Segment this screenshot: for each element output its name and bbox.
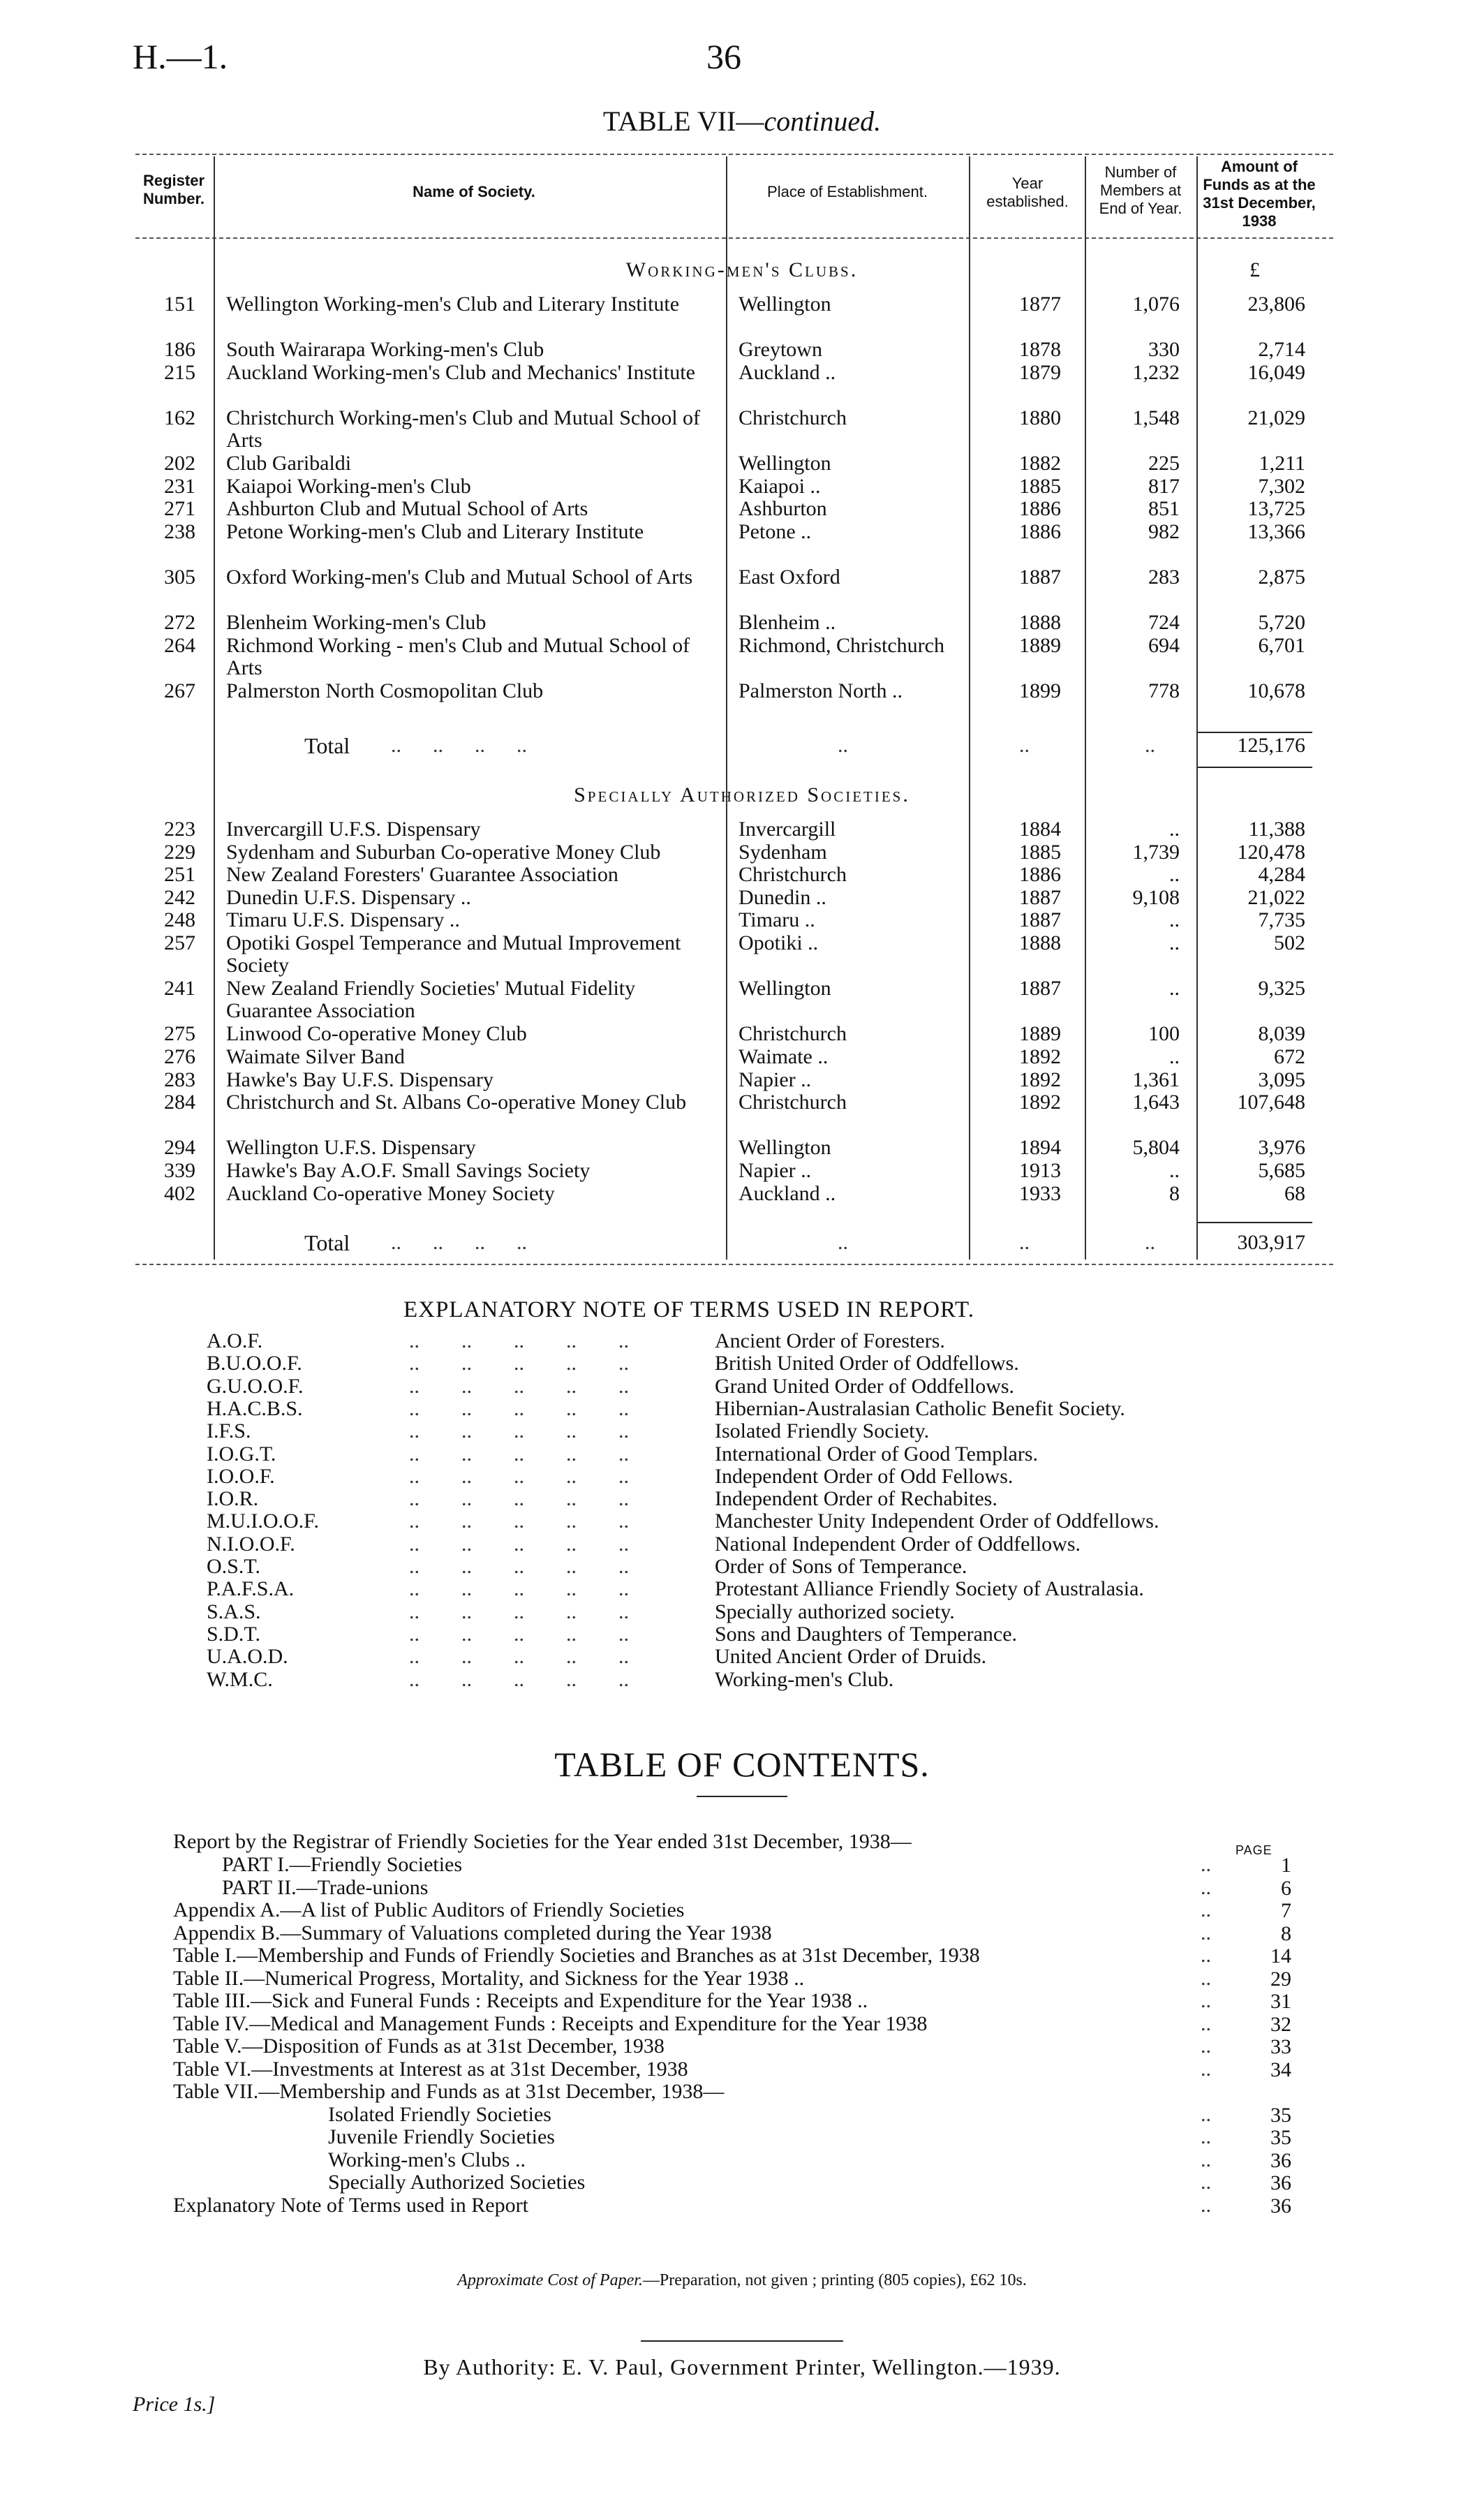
toc-title-rule xyxy=(697,1796,787,1797)
toc-page-number: 8 xyxy=(1281,1921,1291,1945)
place-of-establishment: Dunedin .. xyxy=(739,885,826,909)
funds-amount: 21,029 xyxy=(1247,406,1305,429)
term-definition: Grand United Order of Oddfellows. xyxy=(715,1374,1015,1398)
section-title-specially-authorized: Specially Authorized Societies. xyxy=(574,783,910,806)
year-established: 1882 xyxy=(1019,452,1061,475)
place-of-establishment: Auckland .. xyxy=(739,360,836,384)
place-of-establishment: Timaru .. xyxy=(739,908,815,932)
term-definition: Working-men's Club. xyxy=(715,1667,894,1691)
members-count: 9,108 xyxy=(1132,885,1180,909)
funds-amount: 2,714 xyxy=(1258,338,1305,362)
place-of-establishment: Christchurch xyxy=(739,406,847,429)
place-of-establishment: Sydenham xyxy=(739,840,827,864)
members-count: 330 xyxy=(1148,338,1180,362)
place-of-establishment: Invercargill xyxy=(739,818,836,841)
members-count: .. xyxy=(1169,931,1180,954)
toc-entry[interactable]: Table IV.—Medical and Management Funds : Receipts and Expenditure for the Year 1938 xyxy=(173,2011,928,2035)
term-abbreviation: I.O.G.T. xyxy=(207,1442,276,1466)
members-count: 283 xyxy=(1148,566,1180,589)
funds-amount: 13,725 xyxy=(1247,497,1305,521)
funds-amount: 23,806 xyxy=(1247,293,1305,316)
society-name: Richmond Working - men's Club and Mutual School of Arts xyxy=(226,634,690,679)
place-of-establishment: Kaiapoi .. xyxy=(739,474,821,498)
toc-page-number: 36 xyxy=(1270,2171,1291,2194)
funds-amount: 672 xyxy=(1274,1045,1305,1068)
register-number: 284 xyxy=(164,1091,195,1114)
society-name: Club Garibaldi xyxy=(226,452,352,475)
year-established: 1889 xyxy=(1019,1022,1061,1046)
toc-intro: Report by the Registrar of Friendly Societies for the Year ended 31st December, 1938— xyxy=(173,1830,912,1853)
register-number: 294 xyxy=(164,1136,195,1160)
toc-entry[interactable]: Table III.—Sick and Funeral Funds : Receipts and Expenditure for the Year 1938 .. xyxy=(173,1989,868,2012)
year-established: 1913 xyxy=(1019,1159,1061,1182)
col-header-name: Name of Society. xyxy=(413,183,535,200)
wmc-total-bottom-rule xyxy=(1198,767,1312,768)
society-name: Petone Working-men's Club and Literary Institute xyxy=(226,520,644,543)
register-number: 242 xyxy=(164,885,195,909)
place-of-establishment: Greytown xyxy=(739,338,822,362)
place-of-establishment: Wellington xyxy=(739,452,831,475)
term-definition: Independent Order of Rechabites. xyxy=(715,1487,997,1511)
register-number: 402 xyxy=(164,1181,195,1205)
page-number: 36 xyxy=(706,37,741,76)
toc-page-number: 31 xyxy=(1270,1990,1291,2013)
members-count: 694 xyxy=(1148,634,1180,657)
year-established: 1894 xyxy=(1019,1136,1061,1160)
society-name: Dunedin U.F.S. Dispensary .. xyxy=(226,885,471,909)
toc-page-number: 34 xyxy=(1270,2058,1291,2081)
toc-entry[interactable]: Isolated Friendly Societies xyxy=(328,2102,551,2126)
members-count: 1,643 xyxy=(1132,1091,1180,1114)
term-abbreviation: M.U.I.O.O.F. xyxy=(207,1509,319,1533)
place-of-establishment: Richmond, Christchurch xyxy=(739,634,944,657)
place-of-establishment: Wellington xyxy=(739,1136,831,1160)
society-name: New Zealand Friendly Societies' Mutual Fidelity Guarantee Association xyxy=(226,977,636,1023)
term-abbreviation: B.U.O.O.F. xyxy=(207,1352,302,1375)
society-name: South Wairarapa Working-men's Club xyxy=(226,338,544,362)
toc-entry[interactable]: PART I.—Friendly Societies xyxy=(222,1853,463,1876)
place-of-establishment: Ashburton xyxy=(739,497,827,521)
year-established: 1877 xyxy=(1019,293,1061,316)
funds-amount: 7,302 xyxy=(1258,474,1305,498)
wmc-total-label: Total xyxy=(304,733,350,758)
year-established: 1933 xyxy=(1019,1181,1061,1205)
place-of-establishment: East Oxford xyxy=(739,566,840,589)
members-count: 8 xyxy=(1169,1181,1180,1205)
register-number: 186 xyxy=(164,338,195,362)
term-definition: International Order of Good Templars. xyxy=(715,1442,1039,1466)
toc-page-number: 6 xyxy=(1281,1876,1291,1900)
col-rule-1 xyxy=(214,156,215,1260)
toc-page-number: 7 xyxy=(1281,1899,1291,1922)
term-definition: Manchester Unity Independent Order of Oddfellows. xyxy=(715,1509,1159,1533)
register-number: 151 xyxy=(164,293,195,316)
register-number: 241 xyxy=(164,977,195,1001)
place-of-establishment: Wellington xyxy=(739,293,831,316)
members-count: 1,361 xyxy=(1132,1068,1180,1091)
table-header-rule xyxy=(135,237,1333,239)
place-of-establishment: Christchurch xyxy=(739,1022,847,1046)
toc-page-number: 35 xyxy=(1270,2126,1291,2149)
toc-title: TABLE OF CONTENTS. xyxy=(554,1745,930,1784)
society-name: Wellington Working-men's Club and Literary Institute xyxy=(226,293,680,316)
society-name: Timaru U.F.S. Dispensary .. xyxy=(226,908,460,932)
members-count: .. xyxy=(1169,818,1180,841)
funds-amount: 6,701 xyxy=(1258,634,1305,657)
term-definition: United Ancient Order of Druids. xyxy=(715,1645,987,1669)
year-established: 1892 xyxy=(1019,1045,1061,1068)
wmc-total-rule xyxy=(1198,732,1312,733)
toc-entry[interactable]: Table II.—Numerical Progress, Mortality, and Sickness for the Year 1938 .. xyxy=(173,1966,805,1990)
funds-amount: 11,388 xyxy=(1248,818,1305,841)
year-established: 1887 xyxy=(1019,885,1061,909)
register-number: 275 xyxy=(164,1022,195,1046)
members-count: 100 xyxy=(1148,1022,1180,1046)
place-of-establishment: Wellington xyxy=(739,977,831,1001)
funds-amount: 5,720 xyxy=(1258,611,1305,635)
toc-page-number: 29 xyxy=(1270,1967,1291,1991)
society-name: Ashburton Club and Mutual School of Arts xyxy=(226,497,588,521)
society-name: Wellington U.F.S. Dispensary xyxy=(226,1136,476,1160)
document-reference: H.—1. xyxy=(133,37,228,76)
funds-amount: 3,976 xyxy=(1258,1136,1305,1160)
register-number: 215 xyxy=(164,360,195,384)
term-definition: Hibernian-Australasian Catholic Benefit Society. xyxy=(715,1396,1125,1420)
members-count: 1,548 xyxy=(1132,406,1180,429)
society-name: Hawke's Bay U.F.S. Dispensary xyxy=(226,1068,494,1091)
funds-amount: 502 xyxy=(1274,931,1305,954)
place-of-establishment: Waimate .. xyxy=(739,1045,829,1068)
year-established: 1887 xyxy=(1019,977,1061,1001)
place-of-establishment: Petone .. xyxy=(739,520,812,543)
term-definition: National Independent Order of Oddfellows. xyxy=(715,1532,1081,1556)
toc-entry[interactable]: Table I.—Membership and Funds of Friendly Societies and Branches as at 31st December, 1938 xyxy=(173,1944,980,1967)
register-number: 264 xyxy=(164,634,195,657)
funds-amount: 3,095 xyxy=(1258,1068,1305,1091)
funds-amount: 8,039 xyxy=(1258,1022,1305,1046)
members-count: 1,232 xyxy=(1132,360,1180,384)
society-name: Christchurch Working-men's Club and Mutual School of Arts xyxy=(226,406,701,452)
year-established: 1899 xyxy=(1019,679,1061,703)
society-name: Kaiapoi Working-men's Club xyxy=(226,474,471,498)
toc-entry[interactable]: PART II.—Trade-unions xyxy=(222,1875,429,1899)
term-definition: Protestant Alliance Friendly Society of Australasia. xyxy=(715,1577,1144,1601)
table-bottom-rule xyxy=(135,1264,1333,1265)
society-name: Oxford Working-men's Club and Mutual School of Arts xyxy=(226,566,693,589)
toc-page-number: 1 xyxy=(1281,1854,1291,1877)
members-count: 1,076 xyxy=(1132,293,1180,316)
members-count: .. xyxy=(1169,908,1180,932)
year-established: 1889 xyxy=(1019,634,1061,657)
place-of-establishment: Palmerston North .. xyxy=(739,679,903,703)
year-established: 1886 xyxy=(1019,520,1061,543)
members-count: .. xyxy=(1169,863,1180,887)
society-name: Linwood Co-operative Money Club xyxy=(226,1022,527,1046)
col-rule-3 xyxy=(969,156,970,1260)
toc-page-number: 36 xyxy=(1270,2194,1291,2217)
col-header-year: Year established. xyxy=(986,175,1069,210)
register-number: 267 xyxy=(164,679,195,703)
toc-entry[interactable]: Appendix B.—Summary of Valuations completed during the Year 1938 xyxy=(173,1921,772,1944)
funds-amount: 7,735 xyxy=(1258,908,1305,932)
place-of-establishment: Napier .. xyxy=(739,1159,812,1182)
year-established: 1887 xyxy=(1019,908,1061,932)
funds-amount: 120,478 xyxy=(1237,840,1305,864)
col-header-register: Register Number. xyxy=(142,172,205,207)
year-established: 1888 xyxy=(1019,611,1061,635)
term-definition: British United Order of Oddfellows. xyxy=(715,1352,1019,1375)
term-abbreviation: S.A.S. xyxy=(207,1600,261,1623)
term-abbreviation: S.D.T. xyxy=(207,1622,260,1646)
year-established: 1887 xyxy=(1019,566,1061,589)
place-of-establishment: Auckland .. xyxy=(739,1181,836,1205)
year-established: 1885 xyxy=(1019,474,1061,498)
term-abbreviation: H.A.C.B.S. xyxy=(207,1396,303,1420)
term-abbreviation: N.I.O.O.F. xyxy=(207,1532,295,1556)
register-number: 283 xyxy=(164,1068,195,1091)
sas-total-label: Total xyxy=(304,1230,350,1255)
register-number: 305 xyxy=(164,566,195,589)
register-number: 271 xyxy=(164,497,195,521)
society-name: Auckland Working-men's Club and Mechanics' Institute xyxy=(226,360,695,384)
society-name: Christchurch and St. Albans Co-operative Money Club xyxy=(226,1091,687,1114)
col-header-funds: Amount of Funds as at the 31st December, 1938 xyxy=(1203,158,1316,230)
year-established: 1885 xyxy=(1019,840,1061,864)
funds-amount: 10,678 xyxy=(1247,679,1305,703)
toc-page-number: 14 xyxy=(1270,1944,1291,1968)
toc-entry[interactable]: Explanatory Note of Terms used in Report xyxy=(173,2193,528,2217)
register-number: 276 xyxy=(164,1045,195,1068)
members-count: 982 xyxy=(1148,520,1180,543)
funds-amount: 1,211 xyxy=(1259,452,1305,475)
society-name: Hawke's Bay A.O.F. Small Savings Society xyxy=(226,1159,591,1182)
place-of-establishment: Christchurch xyxy=(739,1091,847,1114)
year-established: 1886 xyxy=(1019,497,1061,521)
term-abbreviation: I.F.S. xyxy=(207,1419,251,1443)
register-number: 251 xyxy=(164,863,195,887)
year-established: 1878 xyxy=(1019,338,1061,362)
year-established: 1880 xyxy=(1019,406,1061,429)
place-of-establishment: Blenheim .. xyxy=(739,611,836,635)
term-abbreviation: P.A.F.S.A. xyxy=(207,1577,295,1601)
toc-entry[interactable]: Specially Authorized Societies xyxy=(328,2171,586,2194)
funds-amount: 5,685 xyxy=(1258,1159,1305,1182)
year-established: 1886 xyxy=(1019,863,1061,887)
term-definition: Sons and Daughters of Temperance. xyxy=(715,1622,1018,1646)
society-name: Invercargill U.F.S. Dispensary xyxy=(226,818,481,841)
term-abbreviation: W.M.C. xyxy=(207,1667,273,1691)
term-abbreviation: O.S.T. xyxy=(207,1555,260,1578)
toc-page-number: 33 xyxy=(1270,2035,1291,2058)
register-number: 162 xyxy=(164,406,195,429)
year-established: 1888 xyxy=(1019,931,1061,954)
currency-symbol: £ xyxy=(1249,258,1260,281)
wmc-total-funds: 125,176 xyxy=(1237,734,1305,757)
register-number: 339 xyxy=(164,1159,195,1182)
term-definition: Specially authorized society. xyxy=(715,1600,955,1623)
register-number: 238 xyxy=(164,520,195,543)
term-abbreviation: I.O.R. xyxy=(207,1487,259,1511)
toc-entry[interactable]: Table VI.—Investments at Interest as at 31st December, 1938 xyxy=(173,2057,688,2081)
register-number: 272 xyxy=(164,611,195,635)
funds-amount: 2,875 xyxy=(1258,566,1305,589)
society-name: New Zealand Foresters' Guarantee Association xyxy=(226,863,618,887)
toc-page-label: PAGE xyxy=(1236,1843,1272,1857)
term-abbreviation: U.A.O.D. xyxy=(207,1645,288,1669)
term-definition: Independent Order of Odd Fellows. xyxy=(715,1464,1014,1488)
price: Price 1s.] xyxy=(133,2393,216,2416)
col-rule-5 xyxy=(1196,156,1198,1260)
explanatory-note-title: EXPLANATORY NOTE OF TERMS USED IN REPORT. xyxy=(403,1297,974,1322)
term-abbreviation: I.O.O.F. xyxy=(207,1464,275,1488)
year-established: 1892 xyxy=(1019,1091,1061,1114)
sas-total-rule xyxy=(1198,1222,1312,1223)
society-name: Auckland Co-operative Money Society xyxy=(226,1181,555,1205)
col-header-members: Number of Members at End of Year. xyxy=(1099,163,1182,217)
toc-entry[interactable]: Table VII.—Membership and Funds as at 31st December, 1938— xyxy=(173,2080,725,2103)
society-name: Palmerston North Cosmopolitan Club xyxy=(226,679,544,703)
printer-authority: By Authority: E. V. Paul, Government Printer, Wellington.—1939. xyxy=(423,2354,1061,2379)
authority-rule xyxy=(641,2340,843,2342)
funds-amount: 13,366 xyxy=(1247,520,1305,543)
members-count: 5,804 xyxy=(1132,1136,1180,1160)
sas-total-funds: 303,917 xyxy=(1237,1231,1305,1254)
funds-amount: 107,648 xyxy=(1237,1091,1305,1114)
members-count: 1,739 xyxy=(1132,840,1180,864)
toc-page-number: 32 xyxy=(1270,2012,1291,2036)
term-definition: Ancient Order of Foresters. xyxy=(715,1329,945,1352)
table-title: TABLE VII—continued. xyxy=(602,105,882,137)
toc-entry[interactable]: Appendix A.—A list of Public Auditors of Friendly Societies xyxy=(173,1898,685,1921)
members-count: 851 xyxy=(1148,497,1180,521)
term-abbreviation: A.O.F. xyxy=(207,1329,263,1352)
year-established: 1879 xyxy=(1019,360,1061,384)
funds-amount: 21,022 xyxy=(1247,885,1305,909)
place-of-establishment: Opotiki .. xyxy=(739,931,819,954)
register-number: 223 xyxy=(164,818,195,841)
place-of-establishment: Napier .. xyxy=(739,1068,812,1091)
members-count: .. xyxy=(1169,977,1180,1001)
members-count: 225 xyxy=(1148,452,1180,475)
place-of-establishment: Christchurch xyxy=(739,863,847,887)
members-count: 778 xyxy=(1148,679,1180,703)
toc-page-number: 35 xyxy=(1270,2103,1291,2127)
funds-amount: 4,284 xyxy=(1258,863,1305,887)
register-number: 248 xyxy=(164,908,195,932)
year-established: 1892 xyxy=(1019,1068,1061,1091)
funds-amount: 16,049 xyxy=(1247,360,1305,384)
col-header-place: Place of Establishment. xyxy=(767,183,928,200)
members-count: .. xyxy=(1169,1045,1180,1068)
register-number: 229 xyxy=(164,840,195,864)
col-rule-2 xyxy=(726,156,727,1260)
register-number: 257 xyxy=(164,931,195,954)
term-definition: Isolated Friendly Society. xyxy=(715,1419,930,1443)
register-number: 231 xyxy=(164,474,195,498)
members-count: 724 xyxy=(1148,611,1180,635)
table-top-rule xyxy=(135,154,1333,155)
section-title-working-mens-clubs: Working-men's Clubs. xyxy=(625,258,859,281)
society-name: Waimate Silver Band xyxy=(226,1045,405,1068)
toc-page-number: 36 xyxy=(1270,2148,1291,2172)
register-number: 202 xyxy=(164,452,195,475)
funds-amount: 68 xyxy=(1284,1181,1305,1205)
toc-entry[interactable]: Juvenile Friendly Societies xyxy=(328,2125,555,2148)
members-count: .. xyxy=(1169,1159,1180,1182)
cost-footnote: Approximate Cost of Paper.—Preparation, not given ; printing (805 copies), £62 10s. xyxy=(457,2271,1027,2289)
society-name: Sydenham and Suburban Co-operative Money Club xyxy=(226,840,661,864)
society-name: Blenheim Working-men's Club xyxy=(226,611,487,635)
year-established: 1884 xyxy=(1019,818,1061,841)
term-abbreviation: G.U.O.O.F. xyxy=(207,1374,304,1398)
funds-amount: 9,325 xyxy=(1258,977,1305,1001)
toc-entry[interactable]: Working-men's Clubs .. xyxy=(328,2148,526,2171)
term-definition: Order of Sons of Temperance. xyxy=(715,1555,967,1578)
society-name: Opotiki Gospel Temperance and Mutual Improvement Society xyxy=(226,931,681,977)
toc-entry[interactable]: Table V.—Disposition of Funds as at 31st December, 1938 xyxy=(173,2035,665,2058)
members-count: 817 xyxy=(1148,474,1180,498)
